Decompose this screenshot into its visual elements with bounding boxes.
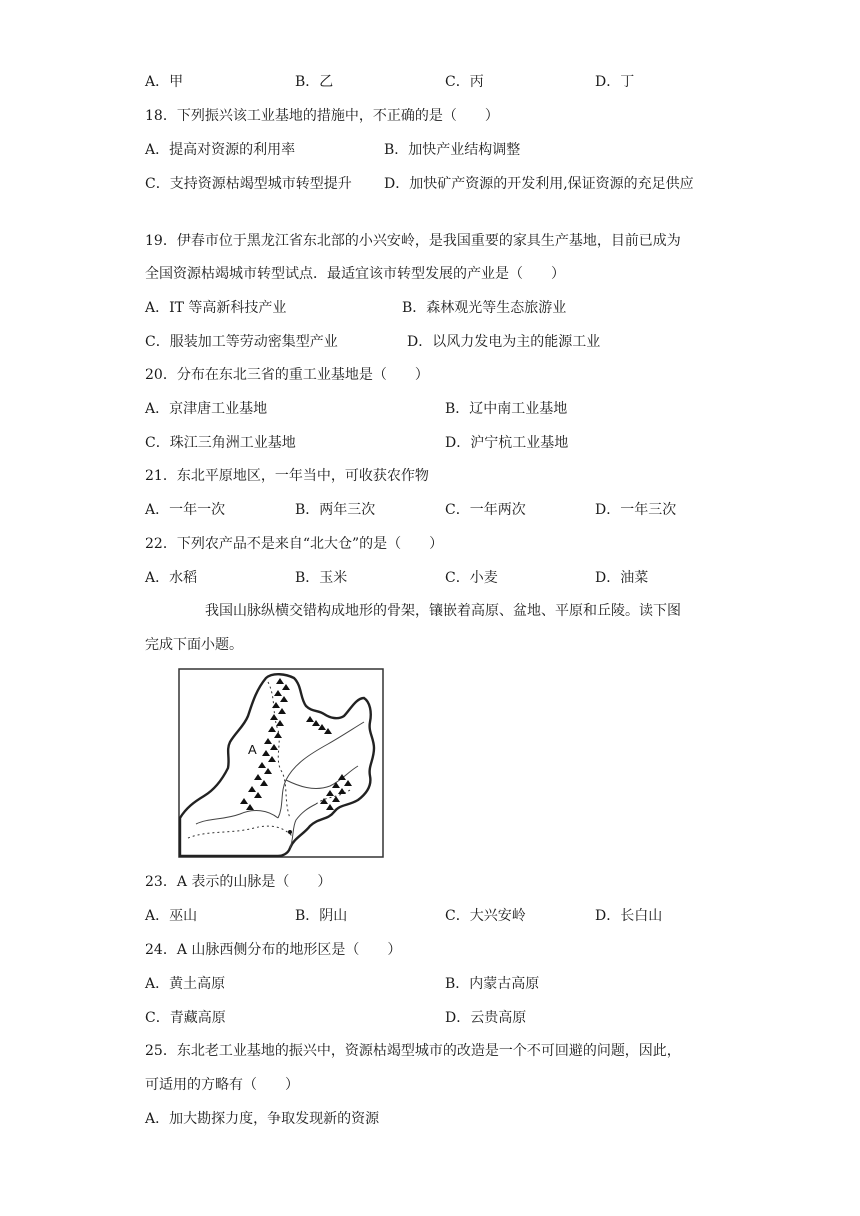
q17-option-d: D．丁 [595, 74, 635, 90]
q19-option-d: D．以风力发电为主的能源工业 [407, 334, 601, 350]
q23-option-d: D．长白山 [595, 908, 663, 924]
passage-line1: 我国山脉纵横交错构成地形的骨架，镶嵌着高原、盆地、平原和丘陵。读下图 [205, 603, 681, 619]
q19-option-b: B．森林观光等生态旅游业 [402, 300, 567, 316]
map-label-a: A [248, 742, 257, 757]
q18-stem: 18．下列振兴该工业基地的措施中，不正确的是（ ） [145, 108, 499, 124]
passage-line2: 完成下面小题。 [145, 637, 243, 653]
q19-stem-line2: 全国资源枯竭城市转型试点．最适宜该市转型发展的产业是（ ） [145, 266, 565, 282]
q18-option-b: B．加快产业结构调整 [384, 142, 521, 158]
q25-stem-line1: 25．东北老工业基地的振兴中，资源枯竭型城市的改造是一个不可回避的问题，因此， [145, 1043, 681, 1059]
q24-option-a: A．黄土高原 [145, 976, 226, 992]
q22-option-c: C．小麦 [445, 570, 498, 586]
q19-option-a: A．IT 等高新科技产业 [145, 300, 287, 316]
q21-option-c: C．一年两次 [445, 502, 526, 518]
q18-option-c: C．支持资源枯竭型城市转型提升 [145, 176, 352, 192]
q25-option-a: A．加大勘探力度，争取发现新的资源 [145, 1111, 380, 1127]
q24-option-c: C．青藏高原 [145, 1010, 226, 1026]
q20-stem: 20．分布在东北三省的重工业基地是（ ） [145, 367, 429, 383]
q19-option-c: C．服装加工等劳动密集型产业 [145, 334, 338, 350]
q20-option-a: A．京津唐工业基地 [145, 401, 268, 417]
q21-option-b: B．两年三次 [295, 502, 376, 518]
q20-option-c: C．珠江三角洲工业基地 [145, 435, 296, 451]
q20-option-d: D．沪宁杭工业基地 [445, 435, 569, 451]
q18-option-a: A．提高对资源的利用率 [145, 142, 296, 158]
q23-option-a: A．巫山 [145, 908, 198, 924]
q22-stem: 22．下列农产品不是来自“北大仓”的是（ ） [145, 536, 444, 552]
q23-option-c: C．大兴安岭 [445, 908, 526, 924]
q19-stem-line1: 19．伊春市位于黑龙江省东北部的小兴安岭，是我国重要的家具生产基地，目前已成为 [145, 233, 681, 249]
q17-option-a: A．甲 [145, 74, 184, 90]
q22-option-a: A．水稻 [145, 570, 198, 586]
q21-option-a: A．一年一次 [145, 502, 226, 518]
q24-option-b: B．内蒙古高原 [445, 976, 540, 992]
q18-option-d: D．加快矿产资源的开发利用,保证资源的充足供应 [384, 176, 694, 192]
q22-option-d: D．油菜 [595, 570, 649, 586]
q24-stem: 24．A 山脉西侧分布的地形区是（ ） [145, 942, 402, 958]
northeast-china-map [178, 668, 384, 858]
q24-option-d: D．云贵高原 [445, 1010, 527, 1026]
q22-option-b: B．玉米 [295, 570, 348, 586]
q17-option-b: B．乙 [295, 74, 334, 90]
q25-stem-line2: 可适用的方略有（ ） [145, 1077, 299, 1093]
q23-option-b: B．阴山 [295, 908, 348, 924]
q17-option-c: C．丙 [445, 74, 484, 90]
q20-option-b: B．辽中南工业基地 [445, 401, 568, 417]
q23-stem: 23．A 表示的山脉是（ ） [145, 874, 332, 890]
q21-option-d: D．一年三次 [595, 502, 677, 518]
q21-stem: 21．东北平原地区，一年当中，可收获农作物 [145, 468, 429, 484]
